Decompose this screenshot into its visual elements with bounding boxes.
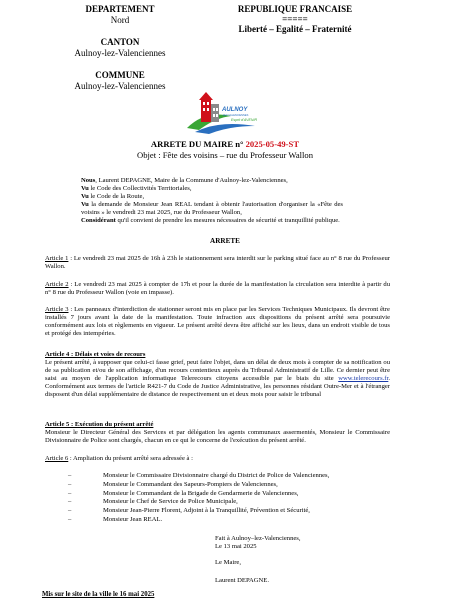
arrete-heading: ARRETE [210, 237, 240, 245]
preamble-keyword: Vu [81, 192, 89, 200]
recipient-text: Monsieur Jean REAL. [103, 515, 163, 523]
separator: ===== [282, 14, 308, 24]
recipient-text: Monsieur le Commandant des Sapeurs-Pompiers de Valenciennes, [103, 480, 278, 488]
preamble-keyword: Nous [81, 177, 96, 184]
article-3-text: : Les panneaux d'interdiction de stationner seront mis en place par les Services Techniques Municipaux. Ils devront être installés 7 jours avant la date de la manifestation. Toute infraction aux dispositions du présent arrêté sera poursuivie conformément aux lois et règlements en vigueur. Le présent arrêté devra être affiché sur les lieux, dans un endroit visible de tous et protégé des intempéries. [45, 306, 390, 337]
logo-text-sub: -LEZ-VALENCIENNES [222, 114, 249, 117]
article-3-label: Article 3 [45, 306, 69, 313]
recipient-item: – Monsieur le Commissaire Divisionnaire chargé du District de Police de Valenciennes, [68, 472, 330, 479]
preamble-text: la demande de Monsieur Jean REAL tendant à obtenir l'autorisation d'organiser la «Fête des voisins » le vendredi 23 mai 2025, rue du Professeur Wallon, [81, 200, 343, 216]
decree-number: 2025-05-49-ST [245, 139, 300, 149]
recipient-text: Monsieur le Commandant de la Brigade de Gendarmerie de Valenciennes, [103, 489, 299, 497]
recipient-item: – Monsieur Jean REAL. [68, 515, 163, 523]
department-label: DEPARTEMENT [85, 4, 155, 14]
signature-place: Fait à Aulnoy–lez-Valenciennes, [215, 535, 301, 542]
preamble-line [81, 185, 343, 193]
preamble-keyword: Vu [81, 184, 89, 192]
recipient-item: – Monsieur le Chef de Service de Police Municipale, [68, 498, 238, 506]
signature-block [215, 535, 375, 585]
article-5-text: Monsieur le Directeur Général des Services et par délégation les agents communaux assermentés, Monsieur le Commissaire Divisionnaire de Police sont chargés, chacun en ce qui le concerne de l'exécution du présent arrêté. [45, 428, 390, 444]
article-4-body [45, 359, 390, 399]
recipient-text: Monsieur le Commissaire Divisionnaire chargé du District de Police de Valenciennes, [103, 472, 330, 479]
recipient-item: – Monsieur Jean-Pierre Florent, Adjoint à la Tranquillité, Prévention et Sécurité, [68, 507, 310, 515]
article-4-label: Article 4 : Délais et voies de recours [45, 351, 146, 358]
canton-value: Aulnoy-lez-Valenciennes [74, 48, 166, 58]
recipients-list [68, 472, 398, 525]
article-4-text-1: Le présent arrêté, à supposer que celui-ci fasse grief, peut faire l'objet, dans un délai de deux mois à compter de sa notification ou de sa publication et/ou de son affichage, d'un recours contentieux auprès du Tribunal Administratif de Lille. Ce dernier peut être saisi au moyen de l'application informatique Telerecours citoyens accessible par le biais du site [45, 358, 390, 382]
decree-object: Objet : Fête des voisins – rue du Professeur Wallon [136, 150, 313, 160]
preamble-line [81, 177, 343, 185]
preamble-text: le Code des Collectivités Territoriales, [88, 184, 192, 192]
article-1 [45, 255, 390, 271]
preamble-line [81, 193, 343, 201]
motto: Liberté – Egalité – Fraternité [238, 24, 352, 34]
preamble-line [81, 201, 343, 217]
article-4-text-2: . Conformément aux termes de l'article R421-7 du Code de Justice Administrative, les personnes résidant Outre-Mer et à l'étranger disposent d'un délai supplémentaire de distance de respectivement un et deux mois pour saisir le tribunal [45, 374, 390, 398]
article-2-text: : Le vendredi 23 mai 2025 à compter de 17h et pour la durée de la manifestation la circulation sera interdite à partir du n° 8 rue du Professeur Wallon (voie en impasse). [45, 281, 390, 296]
republic-label: REPUBLIQUE FRANCAISE [237, 4, 353, 14]
town-logo [185, 90, 260, 135]
preamble-keyword: Vu [81, 200, 89, 208]
signature-date: Le 13 mai 2025 [215, 542, 257, 550]
header-right [215, 4, 375, 35]
logo-text-tag: Esprit d'AVENIR [231, 118, 258, 122]
recipient-item: – Monsieur le Commandant de la Brigade de Gendarmerie de Valenciennes, [68, 489, 299, 497]
recipient-text: Monsieur le Chef de Service de Police Municipale, [103, 498, 238, 506]
telerecours-link[interactable]: www.telerecours.fr [338, 374, 389, 382]
article-5 [45, 421, 390, 445]
article-6 [45, 455, 390, 463]
article-1-text: : Le vendredi 23 mai 2025 de 16h à 23h le stationnement sera interdit sur le parking situé face au n° 8 rue du Professeur Wallon. [45, 255, 390, 270]
decree-number-line [60, 139, 390, 150]
article-2 [45, 281, 390, 297]
decree-prefix: ARRETE DU MAIRE n° [150, 139, 244, 149]
decree-title [60, 139, 390, 161]
logo-text-main: AULNOY [222, 107, 248, 113]
preamble-text: , Laurent DEPAGNE, Maire de la Commune d'Aulnoy-lez-Valenciennes, [95, 177, 288, 184]
article-6-label: Article 6 [45, 455, 69, 462]
preamble-text: le Code de la Route, [88, 192, 145, 200]
preamble-keyword: Considérant [81, 216, 116, 224]
article-6-text: : Ampliation du présent arrêté sera adressée à : [68, 455, 193, 462]
preamble [81, 177, 343, 224]
article-3 [45, 306, 390, 338]
article-1-label: Article 1 [45, 255, 69, 262]
preamble-text: qu'il convient de prendre les mesures nécessaires de sécurité et tranquillité publique. [115, 216, 340, 224]
preamble-line [81, 217, 343, 225]
department-value: Nord [110, 15, 130, 25]
publication-note: Mis sur le site de la ville le 16 mai 2025 [42, 591, 155, 598]
commune-value: Aulnoy-lez-Valenciennes [74, 81, 166, 91]
canton-label: CANTON [100, 37, 140, 47]
recipient-item: – Monsieur le Commandant des Sapeurs-Pompiers de Valenciennes, [68, 480, 278, 488]
signature-role: Le Maire, [215, 558, 241, 566]
article-5-label: Article 5 : Exécution du présent arrêté [45, 421, 154, 428]
recipient-text: Monsieur Jean-Pierre Florent, Adjoint à la Tranquillité, Prévention et Sécurité, [103, 507, 310, 515]
header-left [45, 4, 195, 92]
commune-label: COMMUNE [95, 70, 145, 80]
signature-name: Laurent DEPAGNE. [215, 576, 269, 584]
article-4 [45, 351, 390, 398]
article-2-label: Article 2 [45, 281, 69, 288]
